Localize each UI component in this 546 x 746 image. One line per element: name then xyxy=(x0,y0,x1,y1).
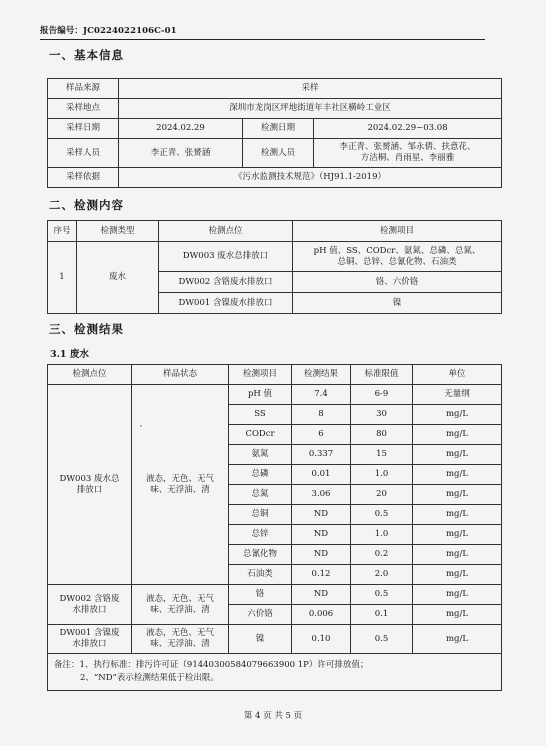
header-cell: 检测点位 xyxy=(159,221,293,242)
point-line-2: 水排放口 xyxy=(72,604,107,615)
content-table xyxy=(47,220,502,314)
result-cell: 0.12 xyxy=(292,565,351,585)
item-cell: pH 值 xyxy=(229,385,292,405)
header-cell: 检测项目 xyxy=(293,221,502,242)
header-cell: 单位 xyxy=(413,365,502,385)
header-cell: 标准限值 xyxy=(351,365,413,385)
point-cell: DW003 废水总排放口 xyxy=(159,242,293,272)
notes-row xyxy=(48,654,502,691)
cell-label: 采样依据 xyxy=(48,168,119,188)
point-cell xyxy=(48,625,132,654)
cell-value: 2024.02.29 xyxy=(119,119,243,139)
type-cell: 废水 xyxy=(77,242,159,314)
cell-value: 深圳市龙岗区坪地街道年丰社区横岭工业区 xyxy=(119,99,502,119)
item-cell: 总铜 xyxy=(229,505,292,525)
limit-cell: 15 xyxy=(351,445,413,465)
header-cell: 检测项目 xyxy=(229,365,292,385)
unit-cell: mg/L xyxy=(413,485,502,505)
item-cell: 总磷 xyxy=(229,465,292,485)
table-row xyxy=(48,585,502,605)
state-line-1: 液态，无色、无气 xyxy=(145,593,214,604)
limit-cell: 1.0 xyxy=(351,465,413,485)
header-rule xyxy=(40,39,485,40)
tester-line-2: 方洁桐、肖雨星、李丽雅 xyxy=(360,153,455,163)
point-line-2: 水排放口 xyxy=(72,639,107,649)
result-cell: 0.337 xyxy=(292,445,351,465)
point-line-1: DW002 含铬废 xyxy=(59,593,120,604)
report-number: 报告编号：JC0224022106C-01 xyxy=(40,26,177,36)
state-cell xyxy=(132,385,229,585)
table-row xyxy=(48,168,502,188)
header-cell: 序号 xyxy=(48,221,77,242)
header-cell: 检测类型 xyxy=(77,221,159,242)
result-cell: ND xyxy=(292,505,351,525)
table-row xyxy=(48,242,502,272)
cell-value: 采样 xyxy=(119,79,502,99)
table-row xyxy=(48,79,502,99)
state-cell xyxy=(132,625,229,654)
point-cell xyxy=(48,585,132,625)
unit-cell: mg/L xyxy=(413,405,502,425)
result-cell: 7.4 xyxy=(292,385,351,405)
unit-cell: mg/L xyxy=(413,525,502,545)
item-cell: 镍 xyxy=(229,625,292,654)
items-cell: 镍 xyxy=(293,293,502,314)
limit-cell: 6-9 xyxy=(351,385,413,405)
table-row xyxy=(48,119,502,139)
item-cell: CODcr xyxy=(229,425,292,445)
items-cell: 铬、六价铬 xyxy=(293,272,502,293)
state-line-1: 液态，无色、无气 xyxy=(145,628,214,638)
unit-cell: mg/L xyxy=(413,425,502,445)
items-cell xyxy=(293,242,502,272)
unit-cell: mg/L xyxy=(413,545,502,565)
items-line-1: pH 值、SS、CODcr、氨氮、总磷、总氮、 xyxy=(313,245,481,256)
cell-value: 李正青、张赟涵 xyxy=(119,139,243,168)
result-cell: 3.06 xyxy=(292,485,351,505)
limit-cell: 0.5 xyxy=(351,625,413,654)
state-line-2: 味、无浮油、清 xyxy=(150,484,210,495)
unit-cell: mg/L xyxy=(413,565,502,585)
index-cell: 1 xyxy=(48,242,77,314)
item-cell: SS xyxy=(229,405,292,425)
unit-cell: mg/L xyxy=(413,585,502,605)
item-cell: 总氰化物 xyxy=(229,545,292,565)
limit-cell: 0.1 xyxy=(351,605,413,625)
cell-value: 2024.02.29~03.08 xyxy=(314,119,502,139)
cell-label: 检测人员 xyxy=(243,139,314,168)
unit-cell: mg/L xyxy=(413,605,502,625)
page-number: 第 4 页 共 5 页 xyxy=(243,711,303,721)
item-cell: 总氮 xyxy=(229,485,292,505)
cell-label: 采样人员 xyxy=(48,139,119,168)
item-cell: 铬 xyxy=(229,585,292,605)
result-cell: 0.01 xyxy=(292,465,351,485)
point-line-1: DW003 废水总 xyxy=(59,473,120,484)
cell-label: 样品来源 xyxy=(48,79,119,99)
subsection-wastewater-title: 3.1 废水 xyxy=(50,349,89,360)
result-cell: ND xyxy=(292,545,351,565)
limit-cell: 0.2 xyxy=(351,545,413,565)
unit-cell: mg/L xyxy=(413,465,502,485)
state-cell xyxy=(132,585,229,625)
limit-cell: 1.0 xyxy=(351,525,413,545)
results-table xyxy=(47,364,502,691)
state-line-1: 液态，无色、无气 xyxy=(145,473,214,484)
point-cell: DW002 含铬废水排放口 xyxy=(159,272,293,293)
result-cell: 0.006 xyxy=(292,605,351,625)
item-cell: 石油类 xyxy=(229,565,292,585)
result-cell: ND xyxy=(292,585,351,605)
cell-label: 检测日期 xyxy=(243,119,314,139)
header-cell: 检测点位 xyxy=(48,365,132,385)
header-cell: 检测结果 xyxy=(292,365,351,385)
item-cell: 六价铬 xyxy=(229,605,292,625)
table-row xyxy=(48,625,502,654)
limit-cell: 0.5 xyxy=(351,585,413,605)
limit-cell: 0.5 xyxy=(351,505,413,525)
state-line-2: 味、无浮油、清 xyxy=(150,604,210,615)
result-cell: ND xyxy=(292,525,351,545)
cell-value xyxy=(314,139,502,168)
point-cell xyxy=(48,385,132,585)
point-line-1: DW001 含镍废 xyxy=(59,628,120,638)
cell-label: 采样日期 xyxy=(48,119,119,139)
limit-cell: 20 xyxy=(351,485,413,505)
cell-value: 《污水监测技术规范》（HJ91.1-2019） xyxy=(119,168,502,188)
table-header-row xyxy=(48,365,502,385)
note-line-2: 2、“ND”表示检测结果低于检出限。 xyxy=(80,673,219,683)
table-row xyxy=(48,139,502,168)
state-line-2: 味、无浮油、清 xyxy=(150,639,210,649)
result-cell: 6 xyxy=(292,425,351,445)
item-cell: 总锌 xyxy=(229,525,292,545)
point-cell: DW001 含镍废水排放口 xyxy=(159,293,293,314)
point-line-2: 排放口 xyxy=(76,484,103,495)
result-cell: 8 xyxy=(292,405,351,425)
table-row xyxy=(48,385,502,405)
limit-cell: 2.0 xyxy=(351,565,413,585)
items-line-2: 总铜、总锌、总氰化物、石油类 xyxy=(337,256,457,267)
limit-cell: 30 xyxy=(351,405,413,425)
tester-line-1: 李正青、张赟涵、邹永倩、扶意花、 xyxy=(339,142,476,152)
unit-cell: mg/L xyxy=(413,445,502,465)
notes-cell xyxy=(48,654,502,691)
pen-mark: ′ xyxy=(140,425,143,435)
cell-label: 采样地点 xyxy=(48,99,119,119)
header-cell: 样品状态 xyxy=(132,365,229,385)
section-content-title: 二、检测内容 xyxy=(49,198,124,212)
item-cell: 氨氮 xyxy=(229,445,292,465)
basic-info-table xyxy=(47,78,502,188)
table-row xyxy=(48,99,502,119)
table-header-row xyxy=(48,221,502,242)
section-basic-info-title: 一、基本信息 xyxy=(49,48,124,62)
limit-cell: 80 xyxy=(351,425,413,445)
note-line-1: 备注：1、执行标准：排污许可证（91440300584079663900 1P）许可排放值； xyxy=(54,660,369,670)
section-results-title: 三、检测结果 xyxy=(49,322,124,336)
result-cell: 0.10 xyxy=(292,625,351,654)
unit-cell: 无量纲 xyxy=(413,385,502,405)
unit-cell: mg/L xyxy=(413,625,502,654)
unit-cell: mg/L xyxy=(413,505,502,525)
